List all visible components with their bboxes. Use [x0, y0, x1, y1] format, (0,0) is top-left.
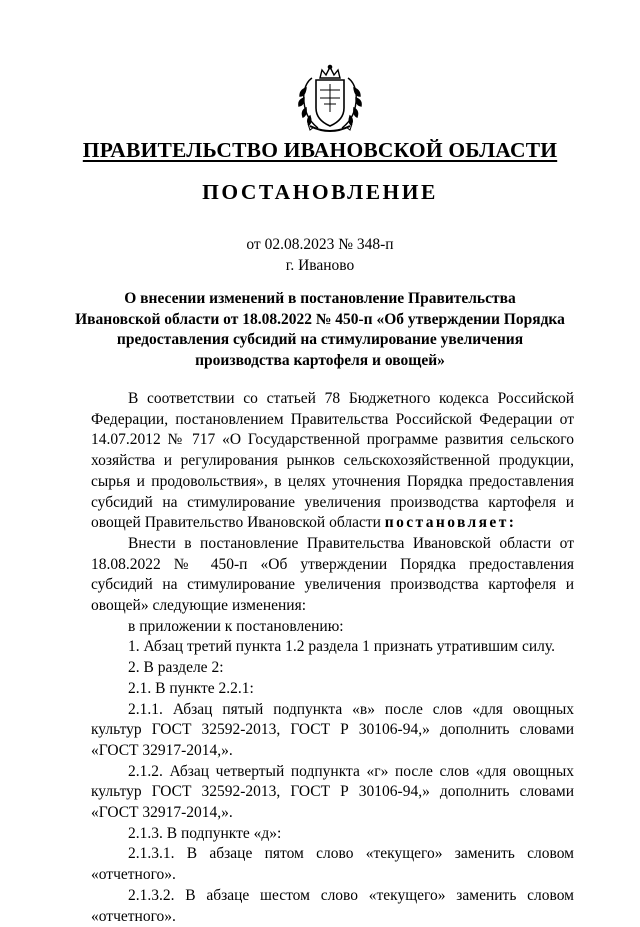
body-paragraph: 1. Абзац третий пункта 1.2 раздела 1 признать утратившим силу. [128, 638, 555, 656]
document-type: ПОСТАНОВЛЕНИЕ [202, 180, 438, 204]
body-paragraph: 2.1.3.1. В абзаце пятом слово «текущего» заменить словом «отчетного». [91, 845, 574, 884]
body-paragraph: 2.1.1. Абзац пятый подпункта «в» после слов «для овощных культур ГОСТ 32592-2013, ГОСТ Р 30106-94,» дополнить словами «ГОСТ 32917-2014,». [91, 700, 574, 759]
heading-line: О внесении изменений в постановление Правительства [124, 290, 516, 307]
body-paragraph: 2.1. В пункте 2.2.1: [128, 679, 254, 697]
government-title: ПРАВИТЕЛЬСТВО ИВАНОВСКОЙ ОБЛАСТИ [82, 138, 558, 162]
preamble-paragraph [91, 389, 574, 534]
preamble-text: В соответствии со статьей 78 Бюджетного кодекса Российской Федерации, постановлением Правительства Российской Федерации от 14.07.2012 № 717 «О Государственной программе развития сельского хозяйства и регулирования рынков сельскохозяйственной продукции, сырья и продовольствия», в целях уточнения Порядка предоставления субсидий на стимулирование увеличения производства картофеля и овощей Правительство Ивановской области [91, 390, 574, 532]
document-date-number: от 02.08.2023 № 348-п [246, 236, 394, 253]
heading-line: предоставления субсидий на стимулирование увеличения [116, 331, 524, 348]
decree-keyword: постановляет: [384, 514, 517, 532]
body-paragraph: в приложении к постановлению: [128, 617, 344, 635]
body-paragraph: 2.1.3.2. В абзаце шестом слово «текущего» заменить словом «отчетного». [91, 886, 574, 925]
document-heading [0, 289, 640, 371]
body-paragraph: 2.1.2. Абзац четвертый подпункта «г» после слов «для овощных культур ГОСТ 32592-2013, ГОСТ Р 30106-94,» дополнить словами «ГОСТ 32917-2014,». [91, 762, 574, 822]
coat-of-arms-emblem [294, 64, 366, 138]
body-paragraph: 2. В разделе 2: [128, 659, 224, 677]
heading-line: Ивановской области от 18.08.2022 № 450-п «Об утверждении Порядка [75, 310, 565, 328]
body-paragraph: Внести в постановление Правительства Ивановской области от 18.08.2022 № 450-п «Об утверждении Порядка предоставления субсидий на стимулирование увеличения производства картофеля и овощей» следующие изменения: [91, 534, 574, 615]
heading-line: производства картофеля и овощей» [195, 351, 445, 369]
body-paragraph: 2.1.3. В подпункте «д»: [128, 824, 282, 842]
document-body [91, 389, 574, 927]
document-city: г. Иваново [285, 257, 355, 274]
